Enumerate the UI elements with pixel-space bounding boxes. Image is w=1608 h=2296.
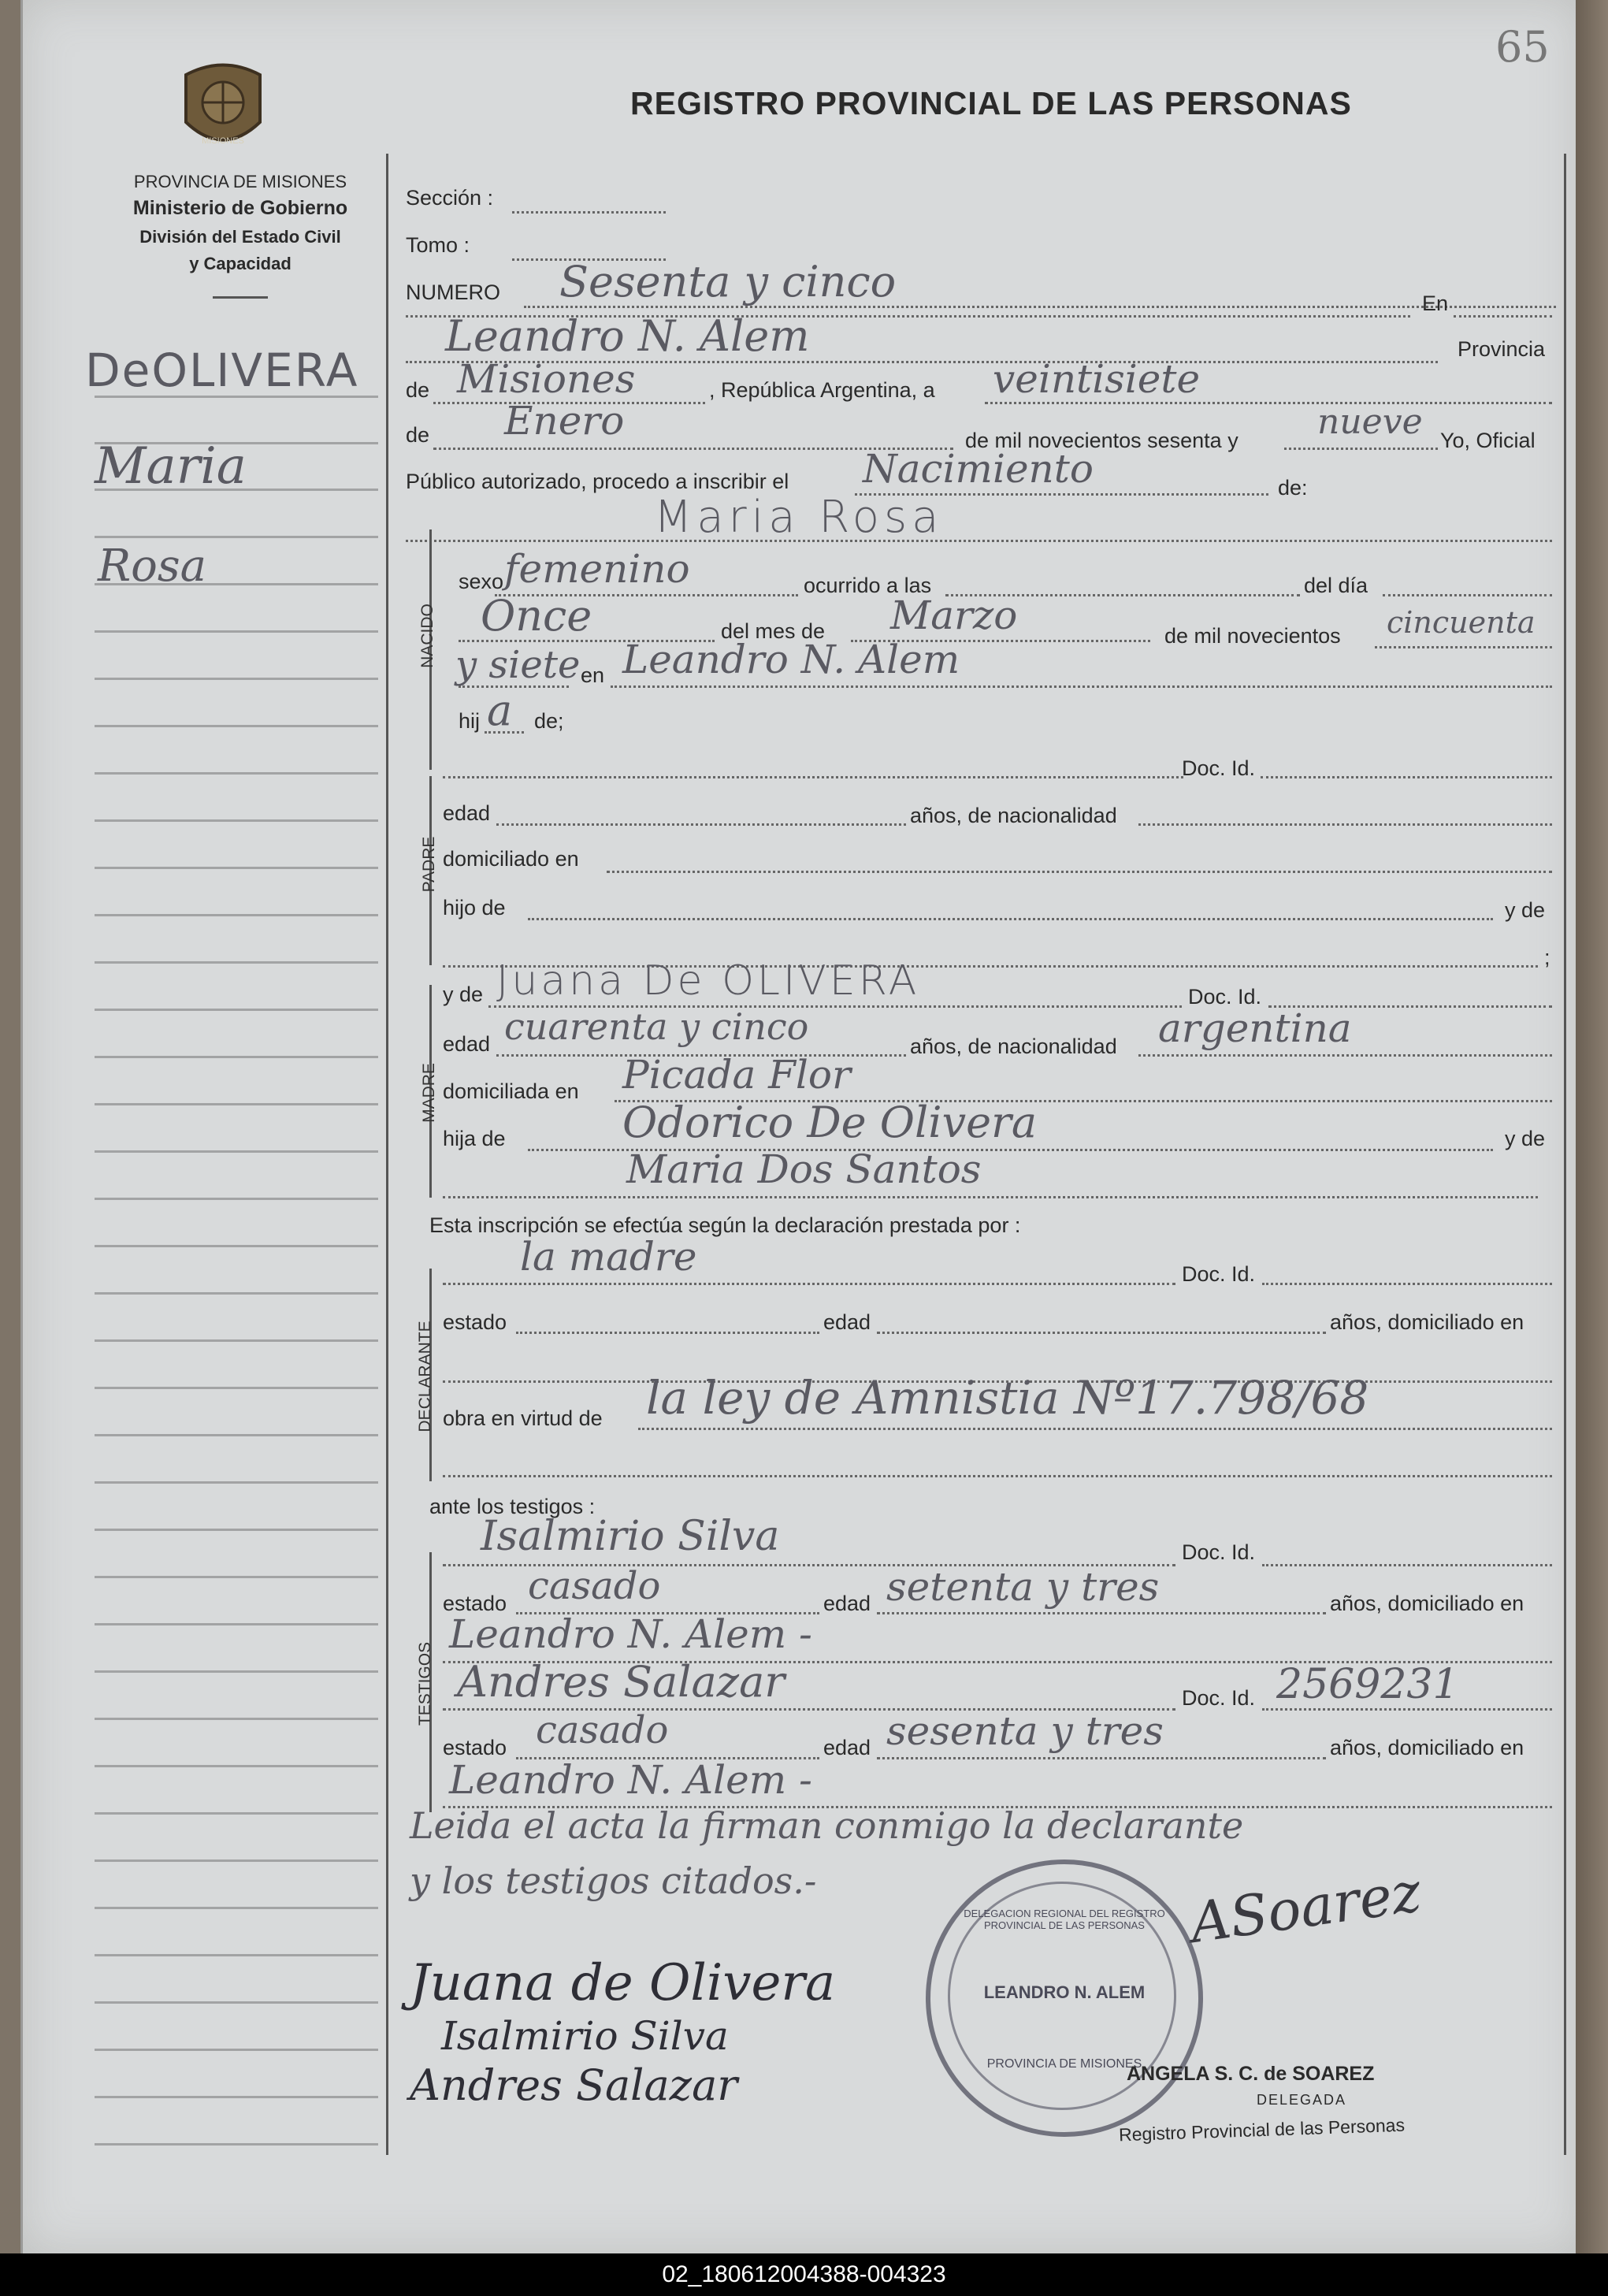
closing-line-2: y los testigos citados.- (410, 1859, 817, 1902)
header-province: PROVINCIA DE MISIONES (133, 172, 347, 191)
value-provincia: Misiones (457, 356, 636, 402)
value-hij-suffix: a (487, 685, 513, 735)
value-mes-acta: Enero (504, 398, 625, 444)
value-ley: la ley de Amnistia Nº17.798/68 (646, 1371, 1369, 1425)
label-ocurrido: ocurrido a las (804, 574, 932, 597)
value-t2-dom: Leandro N. Alem - (449, 1757, 812, 1803)
value-mes: Marzo (890, 593, 1018, 638)
value-dia-acta: veintisiete (993, 356, 1201, 402)
label-de-2: de (406, 423, 430, 447)
value-numero: Sesenta y cinco (559, 257, 897, 307)
label-sexo: sexo (459, 570, 504, 593)
label-t1-edad: edad (823, 1592, 871, 1615)
label-republica: , República Argentina, a (709, 378, 935, 402)
section-padre: PADRE (420, 836, 438, 893)
official-office: Registro Provincial de las Personas (1118, 2114, 1406, 2146)
label-t2-anos-dom: años, domiciliado en (1330, 1736, 1524, 1759)
label-del-dia: del día (1304, 574, 1368, 597)
label-madre-dom: domiciliada en (443, 1079, 579, 1103)
value-lugar: Leandro N. Alem (445, 311, 810, 361)
label-obra: obra en virtud de (443, 1406, 603, 1430)
label-del-mes: del mes de (721, 619, 826, 643)
section-declarante: DECLARANTE (416, 1321, 434, 1432)
value-madre-padre: Odorico De Olivera (622, 1098, 1038, 1147)
value-dia: Once (481, 591, 592, 641)
value-t2-estado: casado (536, 1708, 669, 1752)
label-padre-doc: Doc. Id. (1182, 756, 1256, 780)
official-stamp (926, 1859, 1203, 2137)
label-padre-nac: años, de nacionalidad (910, 804, 1117, 827)
header-divider (213, 296, 268, 299)
margin-name-1: Maria (95, 437, 247, 496)
label-padre-dom: domiciliado en (443, 847, 579, 871)
label-tomo: Tomo : (406, 233, 470, 257)
label-semicolon-1: ; (1544, 946, 1550, 969)
signature-testigo1: Isalmirio Silva (441, 2013, 729, 2059)
form-left-border (386, 154, 388, 2155)
label-ante-testigos: ante los testigos : (429, 1495, 596, 1518)
label-t2-edad: edad (823, 1736, 871, 1759)
label-de-mil: de mil novecientos sesenta y (965, 429, 1238, 452)
stamp-bottom-text: PROVINCIA DE MISIONES (986, 2057, 1142, 2071)
label-madre-nac: años, de nacionalidad (910, 1035, 1117, 1058)
section-testigos: TESTIGOS (416, 1641, 434, 1726)
value-testigo1: Isalmirio Silva (481, 1513, 780, 1560)
value-madre-nac: argentina (1158, 1005, 1352, 1051)
emblem-label: MISIONES (202, 136, 244, 146)
label-t1-anos-dom: años, domiciliado en (1330, 1592, 1524, 1615)
label-t2-doc: Doc. Id. (1182, 1686, 1256, 1710)
official-name: ANGELA S. C. de SOAREZ (1127, 2063, 1375, 2085)
footer-bar (0, 2253, 1608, 2296)
label-esta-inscripcion: Esta inscripción se efectúa según la declaración prestada por : (429, 1213, 1021, 1237)
value-t1-estado: casado (528, 1564, 661, 1608)
section-nacido: NACIDO (418, 604, 436, 668)
value-t2-edad: sesenta y tres (886, 1708, 1164, 1754)
label-en-2: en (581, 663, 605, 687)
value-anio-a: cincuenta (1387, 605, 1536, 640)
value-lugar-nac: Leandro N. Alem (622, 637, 960, 682)
label-decl-estado: estado (443, 1310, 507, 1334)
label-madre-y-de: y de (443, 983, 484, 1006)
value-sexo: femenino (504, 546, 690, 592)
provincial-emblem-icon (180, 55, 266, 162)
margin-surname: DeOLIVERA (85, 344, 359, 397)
label-decl-edad: edad (823, 1310, 871, 1334)
label-en: En (1422, 292, 1449, 315)
label-yo-oficial: Yo, Oficial (1440, 429, 1536, 452)
value-t2-doc: 2569231 (1276, 1661, 1459, 1708)
value-acto: Nacimiento (863, 446, 1094, 492)
official-role: DELEGADA (1257, 2092, 1347, 2108)
label-hij: hij (459, 709, 481, 733)
value-madre-dom: Picada Flor (622, 1052, 851, 1098)
label-publico: Público autorizado, procedo a inscribir el (406, 470, 789, 493)
label-madre-edad: edad (443, 1032, 491, 1056)
signature-official: ASoarez (1186, 1859, 1425, 1956)
label-madre-doc: Doc. Id. (1188, 985, 1262, 1009)
book-spine (1576, 0, 1608, 2253)
value-madre-nombre: Juana De OLIVERA (496, 957, 920, 1005)
label-t2-estado: estado (443, 1736, 507, 1759)
label-decl-anos-dom: años, domiciliado en (1330, 1310, 1524, 1334)
signature-testigo2: Andres Salazar (410, 2060, 738, 2110)
label-t1-doc: Doc. Id. (1182, 1540, 1256, 1564)
label-de-1: de (406, 378, 430, 402)
label-padre-edad: edad (443, 801, 491, 825)
signature-madre: Juana de Olivera (410, 1954, 836, 2012)
value-t1-dom: Leandro N. Alem - (449, 1611, 812, 1657)
label-de-colon: de: (1278, 476, 1308, 500)
label-t1-estado: estado (443, 1592, 507, 1615)
label-de-mil-2: de mil novecientos (1164, 624, 1341, 648)
form-right-border (1564, 154, 1566, 2155)
page-title: REGISTRO PROVINCIAL DE LAS PERSONAS (630, 85, 1352, 121)
margin-name-2: Rosa (98, 541, 207, 592)
label-de-semi: de; (534, 709, 564, 733)
value-nombre: Maria Rosa (654, 492, 944, 543)
label-provincia: Provincia (1458, 337, 1546, 361)
closing-line-1: Leida el acta la firman conmigo la declarante (410, 1804, 1244, 1847)
header-division: División del Estado Civil (139, 227, 341, 247)
label-seccion: Sección : (406, 186, 494, 210)
label-numero: NUMERO (406, 280, 500, 304)
value-anio-b: y siete (455, 643, 581, 687)
label-madre-y-de-2: y de (1505, 1127, 1546, 1150)
value-madre-madre: Maria Dos Santos (626, 1146, 982, 1192)
header-capacity: y Capacidad (189, 254, 292, 273)
footer-id: 02_180612004388-004323 (662, 2261, 946, 2287)
header-ministry: Ministerio de Gobierno (132, 197, 348, 219)
label-decl-doc: Doc. Id. (1182, 1262, 1256, 1286)
value-t1-edad: setenta y tres (886, 1564, 1160, 1610)
label-padre-hijo: hijo de (443, 896, 506, 920)
section-madre: MADRE (420, 1063, 438, 1123)
value-madre-edad: cuarenta y cinco (504, 1005, 809, 1048)
stamp-center-text: LEANDRO N. ALEM (983, 1982, 1146, 2002)
value-testigo2: Andres Salazar (457, 1657, 785, 1707)
value-declarante: la madre (520, 1234, 697, 1280)
label-padre-y-de: y de (1505, 898, 1546, 922)
page-number: 65 (1495, 22, 1550, 72)
label-madre-hija: hija de (443, 1127, 506, 1150)
stamp-top-text: DELEGACION REGIONAL DEL REGISTRO PROVINCIAL DE LAS PERSONAS (964, 1908, 1165, 1931)
value-anio-acta: nueve (1317, 402, 1423, 442)
